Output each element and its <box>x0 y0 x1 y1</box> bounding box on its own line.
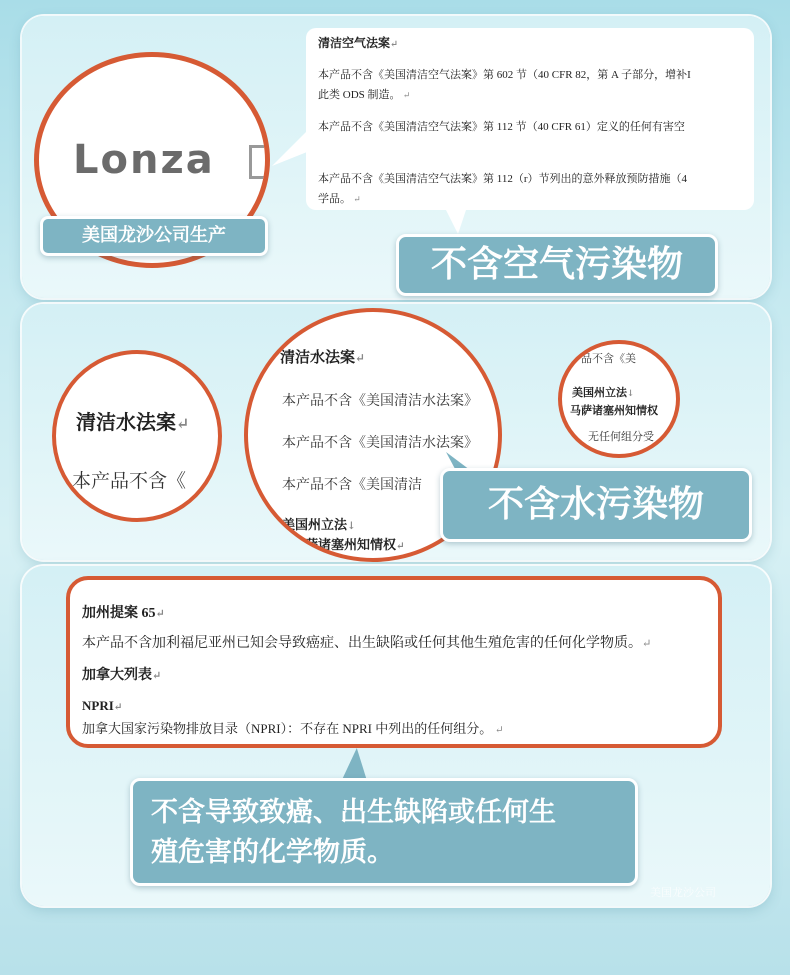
big-circle-line1: 本产品不含《美国清洁水法案》 <box>282 393 478 409</box>
small-circle-heading: 清洁水法案↵ <box>76 410 190 434</box>
tag-line2: 殖危害的化学物质。 <box>151 837 394 868</box>
doc3-heading2: 加拿大列表↵ <box>82 668 162 683</box>
no-carcinogens-tag <box>130 778 638 886</box>
carcinogen-section-panel <box>22 566 770 906</box>
doc-heading: 清洁空气法案↵ <box>318 36 399 50</box>
big-circle-line3: 本产品不含《美国清洁 <box>282 477 422 493</box>
right-circle-line1: 产品不含《美 <box>570 352 636 365</box>
california-canada-doc <box>66 576 722 748</box>
big-circle-line4: 马萨诸塞州知情权↵ <box>292 538 405 553</box>
no-air-pollutants-tag: 不含空气污染物 <box>396 234 718 296</box>
doc3-heading3: NPRI↵ <box>82 698 123 713</box>
doc-para3-line2: 学品。 ↵ <box>318 193 361 205</box>
small-circle-text: 本产品不含《 <box>72 470 187 492</box>
doc3-heading1: 加州提案 65↵ <box>82 606 165 621</box>
big-circle-line2: 本产品不含《美国清洁水法案》 <box>282 435 478 451</box>
doc3-text1: 本产品不含加利福尼亚州已知会导致癌症、出生缺陷或任何其他生殖危害的任何化学物质。↵ <box>82 636 652 651</box>
doc-pointer <box>446 210 466 234</box>
state-law-circle <box>558 340 680 458</box>
logo-text: Lonza <box>73 137 215 183</box>
manufacturer-tag: 美国龙沙公司生产 <box>40 216 268 256</box>
right-circle-line3: 无任何组分受 <box>588 430 654 443</box>
clean-water-circle-small <box>52 350 222 522</box>
lonza-logo <box>73 137 215 183</box>
doc-para1-line2: 此类 ODS 制造。 ↵ <box>318 89 411 101</box>
right-circle-heading: 美国州立法↓ <box>572 386 635 399</box>
logo-bar <box>249 145 270 179</box>
water-section-panel <box>22 304 770 560</box>
doc-para1-line1: 本产品不含《美国清洁空气法案》第 602 节（40 CFR 82，第 A 子部分，增补I <box>318 69 691 81</box>
air-section-panel <box>22 16 770 298</box>
watermark: 美国龙沙公司 <box>650 886 716 899</box>
no-water-pollutants-tag: 不含水污染物 <box>440 468 752 542</box>
big-circle-heading2: 美国州立法↓ <box>282 518 356 533</box>
right-circle-line2: 马萨诸塞州知情权 <box>570 404 658 417</box>
doc-para2: 本产品不含《美国清洁空气法案》第 112 节（40 CFR 61）定义的任何有害空 <box>318 121 685 133</box>
tag-line1: 不含导致致癌、出生缺陷或任何生 <box>151 797 556 828</box>
doc-para3-line1: 本产品不含《美国清洁空气法案》第 112（r）节列出的意外释放预防措施（4 <box>318 173 688 185</box>
clean-air-act-doc <box>306 28 754 210</box>
big-circle-heading: 清洁水法案↵ <box>280 348 366 366</box>
doc3-text2: 加拿大国家污染物排放目录（NPRI）：不存在 NPRI 中列出的任何组分。 ↵ <box>82 721 504 736</box>
